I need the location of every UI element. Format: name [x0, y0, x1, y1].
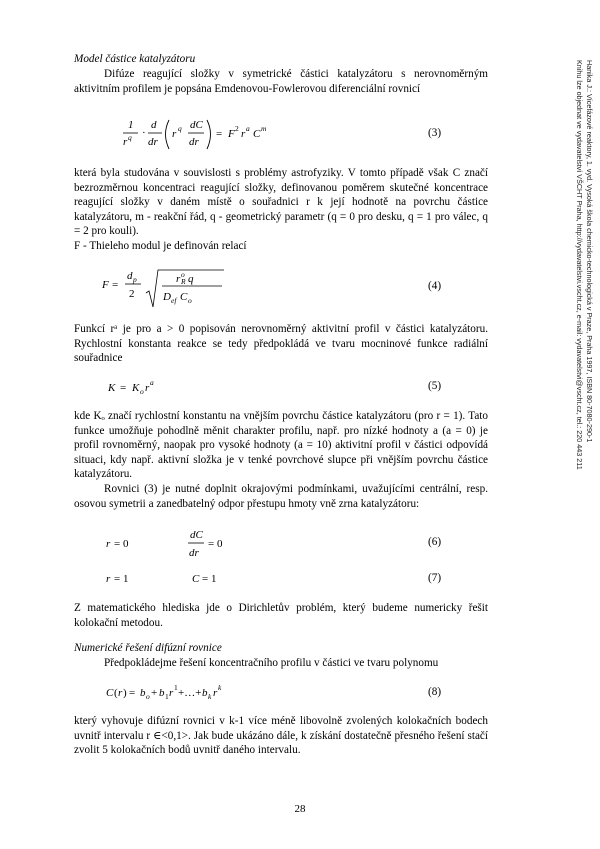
svg-text:a: a [246, 124, 250, 133]
svg-text:dC: dC [190, 119, 203, 131]
equation-4-number: (4) [428, 280, 442, 292]
paragraph-polynomial: Předpokládejme řešení koncentračního profilu v částici ve tvaru polynomu [104, 657, 439, 669]
svg-text:F: F [228, 128, 235, 140]
paragraph-thiele-definition: F - Thieleho modul je definován relací [74, 240, 247, 252]
svg-text:=: = [120, 382, 127, 394]
svg-text:r: r [106, 538, 111, 550]
equation-7 [106, 568, 246, 588]
svg-text:r: r [213, 687, 218, 699]
svg-text:= 0: = 0 [114, 538, 129, 550]
svg-text:C: C [192, 573, 200, 585]
svg-text:+…+: +…+ [178, 687, 202, 699]
section-heading-model: Model částice katalyzátoru [74, 53, 196, 65]
svg-text:b: b [202, 687, 208, 699]
svg-text:dr: dr [189, 547, 199, 559]
svg-text:o: o [146, 692, 150, 701]
svg-text:C: C [106, 687, 114, 699]
svg-text:r: r [106, 573, 111, 585]
equation-5 [108, 375, 228, 397]
svg-text:d: d [127, 270, 133, 282]
paragraph-dirichlet: Z matematického hlediska jde o Dirichletův problém, který budeme numericky řešit kolokační metodou. [74, 602, 488, 629]
equation-6-number: (6) [428, 536, 442, 548]
equation-5-number: (5) [428, 380, 442, 392]
side-citation [575, 60, 594, 840]
svg-text:r: r [176, 273, 181, 285]
svg-text:dC: dC [190, 529, 203, 541]
svg-text:a: a [150, 378, 154, 387]
paragraph-activity-profile: Funkcí rᵃ je pro a > 0 popisován nerovnoměrný aktivitní profil v částici katalyzátoru. Rychlostní konstanta reakce se tedy předpokládá ve tvaru mocninové funkce radiální souřadnice [74, 323, 488, 365]
svg-text:1: 1 [128, 119, 134, 131]
svg-text:k: k [218, 683, 222, 692]
side-citation-line-1: Hanika J.: Vícefázové reaktory, 1. vyd. Vysoká škola chemicko-technologická v Praze, Praha 1997, ISBN 80-7080-290-1 [585, 60, 594, 443]
svg-text:o: o [140, 387, 144, 396]
svg-text:·: · [142, 127, 146, 139]
section-heading-numerical: Numerické řešení difúzní rovnice [74, 642, 222, 654]
svg-text:=: = [129, 687, 136, 699]
svg-text:b: b [159, 687, 165, 699]
svg-text:D: D [163, 291, 171, 303]
svg-text:o: o [181, 270, 185, 279]
svg-text:dr: dr [189, 136, 199, 148]
paragraph-astrophysics: která byla studována v souvislosti s problémy astrofyziky. V tomto případě však C značí bezrozměrnou koncentraci reagující složky, definovanou poměrem skutečné koncentrace reagující složky v daném místě o souřadnici r k její hodnotě na povrchu částice katalyzátoru, m - reakční řád, q - geometrický parametr (q = 0 pro desku, q = 1 pro válec, q = 2 pro kouli). [74, 167, 488, 238]
svg-text:m: m [261, 124, 267, 133]
svg-text:R: R [181, 277, 186, 286]
svg-text:=: = [112, 279, 119, 291]
svg-text:ef: ef [171, 296, 177, 305]
svg-text:r: r [169, 687, 174, 699]
svg-text:C: C [180, 291, 188, 303]
svg-text:p: p [133, 275, 137, 284]
svg-text:= 0: = 0 [208, 538, 223, 550]
svg-text:r: r [145, 382, 150, 394]
svg-text:= 1: = 1 [114, 573, 129, 585]
svg-text:r: r [118, 687, 123, 699]
svg-text:d: d [151, 119, 157, 131]
page-number: 28 [294, 803, 306, 815]
svg-text:k: k [208, 692, 212, 701]
svg-text:=: = [216, 128, 223, 140]
svg-text:1: 1 [165, 692, 169, 701]
svg-text:2: 2 [235, 124, 239, 133]
paragraph-boundary-conditions: Rovnici (3) je nutné doplnit okrajovými podmínkami, uvažujícími centrální, resp. osovou symetrii a zanedbatelný odpor přestupu hmoty vně zrna katalyzátoru: [74, 483, 488, 510]
svg-text:1: 1 [174, 683, 178, 692]
side-citation-line-2: Knihu lze objednat ve vydavatelství VŠCHT Praha, http://vydavatelstvi.vscht.cz, e-mail: vydavatelstvi@vscht.cz, tel.: 220 443 211 [575, 60, 585, 470]
svg-text:K: K [132, 382, 140, 394]
svg-text:q: q [128, 133, 132, 142]
svg-text:): ) [123, 687, 127, 699]
svg-text:C: C [253, 128, 261, 140]
svg-text:q: q [178, 124, 182, 133]
paragraph-collocation: který vyhovuje difúzní rovnici v k-1 více méně libovolně zvolených kolokačních bodech uvnitř intervalu r ∈<0,1>. Jak bude ukázáno dále, k získání dostatečně přesného řešení stačí zvolit 5 kolokačních bodů uvnitř daného intervalu. [74, 715, 488, 757]
equation-4 [100, 262, 300, 312]
svg-text:F: F [102, 279, 109, 291]
equation-8 [106, 680, 286, 704]
svg-text:K: K [108, 382, 116, 394]
equation-6 [106, 525, 246, 565]
svg-text:(: ( [114, 687, 118, 699]
equation-7-number: (7) [428, 572, 442, 584]
equation-3-number: (3) [428, 127, 442, 139]
svg-text:+: + [151, 687, 158, 699]
svg-text:2: 2 [129, 288, 135, 300]
svg-text:r: r [123, 136, 128, 148]
equation-3 [120, 113, 350, 157]
svg-text:= 1: = 1 [202, 573, 217, 585]
svg-text:r: r [172, 128, 177, 140]
equation-8-number: (8) [428, 686, 442, 698]
svg-text:dr: dr [148, 136, 158, 148]
svg-text:o: o [188, 296, 192, 305]
svg-text:r: r [241, 128, 246, 140]
svg-text:b: b [140, 687, 146, 699]
svg-text:q: q [188, 273, 194, 285]
paragraph-rate-constant: kde Kₒ značí rychlostní konstantu na vnějším povrchu částice katalyzátoru (pro r = 1). Tato funkce umožňuje pohodlně měnit charakter profilu, např. pro nízké hodnoty a (a = 0) je profil rovnoměrný, naopak pro vysoké hodnoty (a = 10) aktivitní profil v částici odpovídá situaci, kdy např. aktivní složka je v tenké povrchové slupce při vnějším povrchu částice katalyzátoru. [74, 410, 488, 481]
paragraph-intro: Difúze reagující složky v symetrické částici katalyzátoru s nerovnoměrným aktivitním profilem je popsána Emdenovou-Fowlerovou diferenciální rovnicí [74, 68, 488, 95]
